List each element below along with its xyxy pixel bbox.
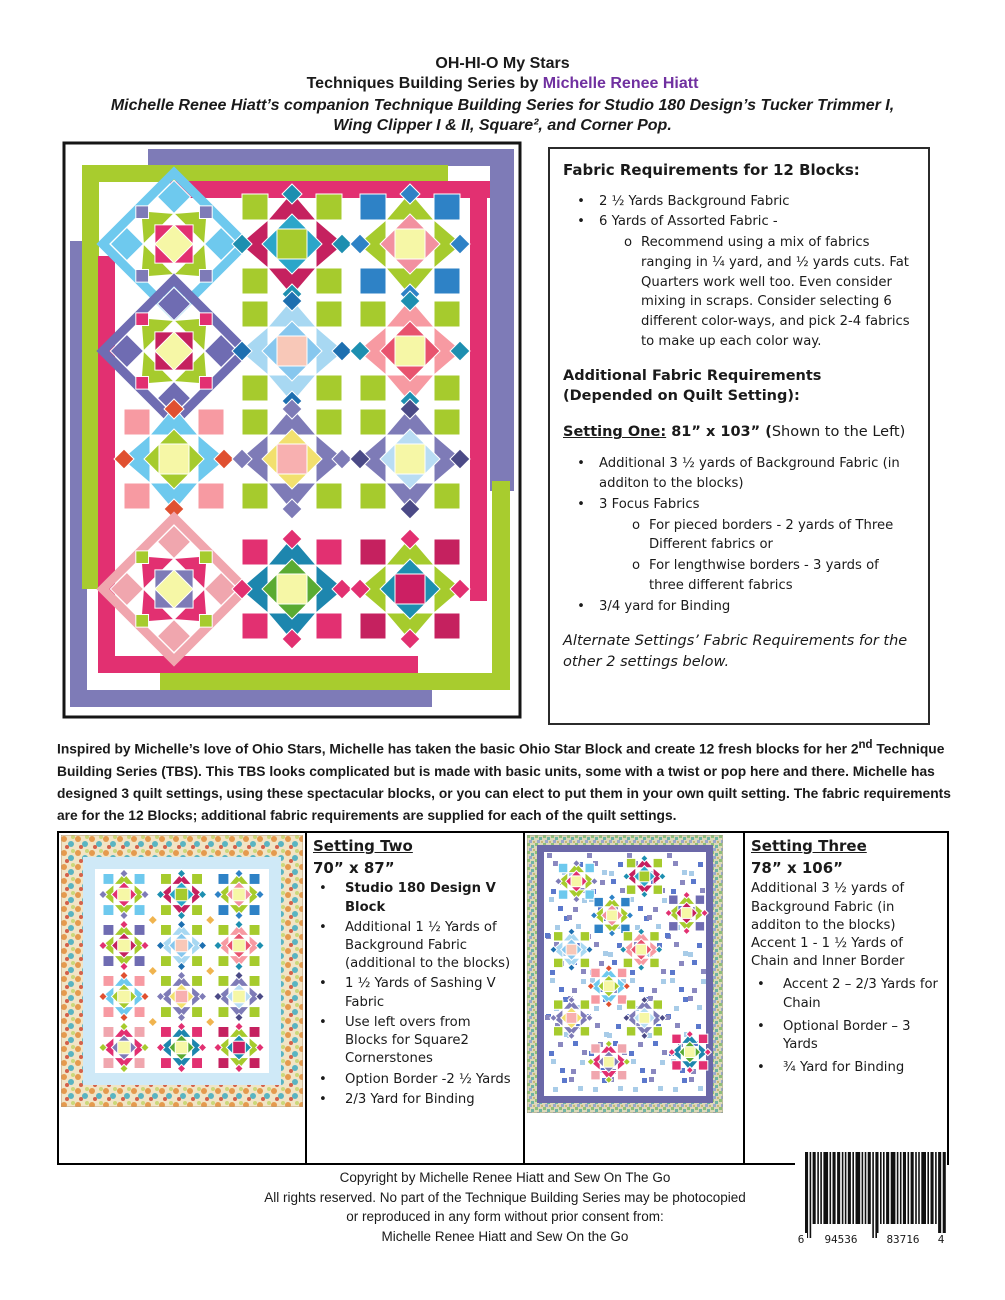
sub-bullet-text: For lengthwise borders - 3 yards of three different fabrics [649,558,879,593]
bullet-marker: • [577,496,585,512]
sub-bullet-item [623,516,915,556]
bullet-item [313,1071,517,1089]
bullet-text: Studio 180 Design V Block [345,881,496,915]
barcode-digit-group: 4 [935,1233,947,1246]
fabric-requirements-list [563,192,915,352]
bullet-text: Additional 3 ½ yards of Background Fabric (in additon to the blocks) [599,456,900,492]
setting-one-label: Setting One: [563,424,667,441]
bullet-text: ¾ Yard for Binding [783,1060,905,1076]
page-header [0,55,1005,136]
copyright-line: Copyright by Michelle Renee Hiatt and Sew On The Go [339,1170,671,1185]
barcode-digit-group: 94536 [815,1233,867,1246]
quilt-setting-one-image [62,141,524,721]
copyright-line: or reproduced in any form without prior consent from: [346,1209,664,1225]
intro-superscript: nd [858,739,873,751]
bullet-item [563,454,915,494]
bullet-item [563,597,915,617]
bullet-marker: • [577,598,585,614]
bullet-item [313,1014,517,1069]
setting-three-title: Setting Three [751,837,867,855]
bullet-marker: • [319,1091,327,1107]
tagline: Michelle Renee Hiatt’s companion Technique Building Series for Studio 180 Design’s Tucker Trimmer I, Wing Clipper I & II, Square², and Corner Pop. [110,97,895,134]
sub-bullet-text: Recommend using a mix of fabrics ranging in ¼ yard, and ½ yards cuts. Fat Quarters work well too. Even consider mixing in scraps. Consider selecting 6 different color-ways, and pick 2-4 fabrics to make up each color way. [641,235,910,350]
bullet-marker: • [319,919,327,935]
bullet-item [313,975,517,1011]
bullet-marker: • [319,976,327,992]
bullet-item [563,212,915,232]
bullet-marker: • [757,1060,765,1076]
bullet-text: Option Border -2 ½ Yards [345,1071,511,1087]
sub-bullet-marker: o [631,517,641,533]
setting-two-details [307,833,525,1163]
setting-one-list [563,454,915,616]
bullet-item [313,919,517,974]
copyright-line: All rights reserved. No part of the Technique Building Series may be photocopied [264,1189,746,1205]
sub-bullet-marker: o [623,235,633,251]
intro-paragraph [57,736,951,827]
setting-two-title: Setting Two [313,837,413,855]
fabric-requirements-box [548,147,930,725]
bullet-text: 1 ½ Yards of Sashing V Fabric [345,976,496,1010]
intro-text-2: Technique Building Series (TBS). This TBS looks complicated but is made with basic units, some with a twist or pop here and there. Michelle has designed 3 quilt settings, using these spectacular blocks, or you can elect to put them in your own quilt setting. The fabric requirements are for the 12 Blocks; additional fabric requirements are supplied for each of the quilt settings. [57,741,951,823]
fabric-box-title: Fabric Requirements for 12 Blocks: [563,161,860,179]
barcode-digit-group: 6 [795,1233,807,1246]
setting-three-details [745,833,945,1163]
copyright-block [135,1168,875,1246]
bullet-text: Optional Border – 3 Yards [783,1018,911,1053]
bullet-text: 2 ½ Yards Background Fabric [599,193,790,209]
setting-one-size: 81” x 103” ( [666,424,772,441]
bullet-text: 2/3 Yard for Binding [345,1091,475,1107]
bullet-text: 3 Focus Fabrics [599,496,700,512]
bullet-marker: • [577,456,585,472]
barcode-digit-group: 83716 [877,1233,929,1246]
setting-two-size: 70” x 87” [313,858,395,877]
bullet-marker: • [319,1014,327,1030]
bullet-marker: • [757,977,765,993]
setting-three-list [751,976,939,1077]
bullet-item [563,192,915,212]
copyright-line: Michelle Renee Hiatt and Sew On the Go [381,1228,629,1244]
sub-bullet-item [623,556,915,596]
settings-table [57,831,949,1165]
sub-bullet-text: For pieced borders - 2 yards of Three Different fabrics or [649,517,894,553]
barcode [795,1152,947,1254]
sub-bullet-marker: o [631,558,641,574]
setting-three-intro: Additional 3 ½ yards of Background Fabric (in additon to the blocks) Accent 1 - 1 ½ Yards of Chain and Inner Border [751,881,905,970]
bullet-marker: • [577,214,585,230]
bullet-marker: • [319,1071,327,1087]
setting-one-heading [563,422,915,444]
author-name: Michelle Renee Hiatt [542,75,699,92]
bullet-item [751,976,939,1012]
alternate-settings-note: Alternate Settings’ Fabric Requirements for the other 2 settings below. [563,632,908,670]
bullet-marker: • [319,881,327,897]
page-title: OH-HI-O My Stars [435,55,570,72]
bullet-text: Additional 1 ½ Yards of Background Fabric (additional to the blocks) [345,919,511,972]
bullet-item [313,1091,517,1109]
setting-three-size: 78” x 106” [751,858,844,877]
bullet-text: Accent 2 – 2/3 Yards for Chain [783,977,938,1011]
bullet-text: 3/4 yard for Binding [599,598,731,614]
setting-two-list [313,880,517,1109]
bullet-marker: • [577,193,585,209]
bullet-item [563,495,915,515]
bullet-item [313,880,517,916]
bullet-text: 6 Yards of Assorted Fabric - [599,214,778,230]
series-prefix: Techniques Building Series by [306,75,543,92]
setting-one-size-note: Shown to the Left) [771,424,906,441]
intro-text-1: Inspired by Michelle’s love of Ohio Stars, Michelle has taken the basic Ohio Star Block and create 12 fresh blocks for her 2 [57,741,859,757]
quilt-setting-two-image [59,833,307,1163]
quilt-setting-three-image [525,833,745,1163]
series-line [0,75,1005,93]
bullet-item [751,1059,939,1077]
bullet-item [751,1018,939,1054]
bullet-text: Use left overs from Blocks for Square2 Cornerstones [345,1014,471,1067]
sub-bullet-item [615,233,915,352]
bullet-marker: • [757,1018,765,1034]
additional-requirements-title: Additional Fabric Requirements (Depended on Quilt Setting): [563,367,822,405]
barcode-bars [795,1152,947,1240]
